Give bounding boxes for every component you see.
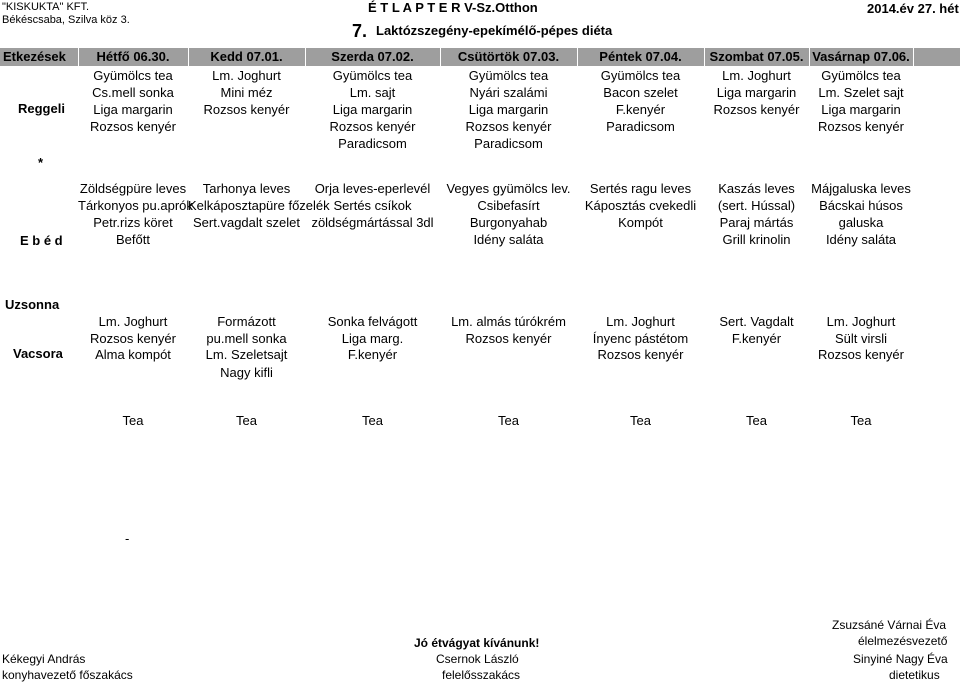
vacsora-cell xyxy=(78,364,188,382)
vacsora-cell: Lm. Joghurt xyxy=(98,314,168,329)
reggeli-cell: Bacon szelet xyxy=(603,85,678,100)
vacsora-cell: Ínyenc pástétom xyxy=(592,331,689,346)
reggeli-cell: Liga margarin xyxy=(468,102,549,117)
ebed-cell xyxy=(305,231,440,249)
header-divider xyxy=(305,48,306,66)
vacsora-cell xyxy=(440,364,577,382)
tea-cell: Tea xyxy=(498,413,519,428)
ebed-cell: Paraj mártás xyxy=(719,215,794,230)
vacsora-cell: Lm. almás túrókrém xyxy=(451,314,566,329)
vacsora-cell: Lm. Szeletsajt xyxy=(205,347,288,362)
reggeli-cell: Cs.mell sonka xyxy=(92,85,174,100)
header-day-2: Kedd 07.01. xyxy=(210,49,283,64)
reggeli-cell: Rozsos kenyér xyxy=(203,102,290,117)
tea-cell: Tea xyxy=(236,413,257,428)
reggeli-cell xyxy=(78,135,188,153)
reggeli-cell: Paradicsom xyxy=(606,119,675,134)
ebed-cell: Befőtt xyxy=(116,232,150,247)
header-divider xyxy=(78,48,79,66)
reggeli-cell: Liga margarin xyxy=(821,102,901,117)
ebed-cell: Káposztás cvekedli xyxy=(584,198,697,213)
header-day-4: Csütörtök 07.03. xyxy=(457,49,560,64)
reggeli-cell: Mini méz xyxy=(220,85,273,100)
header-divider xyxy=(440,48,441,66)
vacsora-cell: Sert. Vagdalt xyxy=(719,314,794,329)
ebed-cell xyxy=(188,231,305,249)
footer-right-name2: Sinyiné Nagy Éva xyxy=(853,652,948,666)
vacsora-cell xyxy=(440,346,577,364)
ebed-cell: Orja leves-eperlevél xyxy=(314,181,431,196)
ebed-cell: Májgaluska leves xyxy=(811,181,911,196)
footer-mid-name: Csernok László xyxy=(436,652,519,666)
row-label-reggeli: Reggeli xyxy=(18,101,65,116)
footer-mid-role: felelősszakács xyxy=(442,668,521,682)
row-label-ebed: E b é d xyxy=(20,233,63,248)
header-divider xyxy=(704,48,705,66)
row-star: * xyxy=(38,155,44,170)
ebed-cell: Kelkáposztapüre főzelék xyxy=(188,198,330,213)
footer-left-name: Kékegyi András xyxy=(2,652,86,666)
header-divider xyxy=(809,48,810,66)
ebed-cell: Vegyes gyümölcs lev. xyxy=(446,181,571,196)
week-label: 2014.év 27. hét xyxy=(867,1,959,16)
ebed-cell: Petr.rizs köret xyxy=(93,215,173,230)
vacsora-cell xyxy=(704,364,809,382)
footer-left-role: konyhavezető főszakács xyxy=(2,668,133,682)
row-label-vacsora: Vacsora xyxy=(13,346,63,361)
tea-cell: Tea xyxy=(746,413,767,428)
header-divider xyxy=(913,48,914,66)
ebed-cell: Burgonyahab xyxy=(469,215,548,230)
vacsora-cell xyxy=(809,364,913,382)
ebed-cell: Zöldségpüre leves xyxy=(79,181,187,196)
reggeli-cell: Lm. sajt xyxy=(349,85,396,100)
vacsora-cell: Lm. Joghurt xyxy=(606,314,675,329)
reggeli-cell: Lm. Joghurt xyxy=(722,68,791,83)
reggeli-cell: Gyümölcs tea xyxy=(600,68,681,83)
ebed-cell: Tarhonya leves xyxy=(202,181,291,196)
tea-cell: Tea xyxy=(122,413,144,428)
header-divider xyxy=(577,48,578,66)
reggeli-cell: Gyümölcs tea xyxy=(821,68,901,83)
reggeli-cell: Liga margarin xyxy=(332,102,413,117)
reggeli-cell: Rozsos kenyér xyxy=(818,119,904,134)
reggeli-cell xyxy=(704,118,809,136)
ebed-cell: Idény saláta xyxy=(473,232,544,247)
vacsora-cell: Rozsos kenyér xyxy=(818,347,904,362)
ebed-cell xyxy=(577,231,704,249)
footer-right-role2: dietetikus xyxy=(889,668,940,682)
reggeli-cell: Rozsos kenyér xyxy=(90,119,176,134)
vacsora-cell: Formázott xyxy=(217,314,276,329)
tea-cell: Tea xyxy=(850,413,872,428)
ebed-cell: (sert. Hússal) xyxy=(717,198,796,213)
reggeli-cell: Gyümölcs tea xyxy=(93,68,173,83)
vacsora-cell: Liga marg. xyxy=(341,331,404,346)
vacsora-cell xyxy=(577,364,704,382)
company-address: Békéscsaba, Szilva köz 3. xyxy=(2,14,130,26)
vacsora-cell: Nagy kifli xyxy=(220,365,273,380)
header-day-5: Péntek 07.04. xyxy=(599,49,682,64)
vacsora-cell: Lm. Joghurt xyxy=(826,314,896,329)
reggeli-cell xyxy=(577,135,704,153)
vacsora-cell xyxy=(704,346,809,364)
ebed-cell: Tárkonyos pu.aprók xyxy=(78,198,193,213)
reggeli-cell: Gyümölcs tea xyxy=(332,68,413,83)
tea-cell: Tea xyxy=(362,413,383,428)
vacsora-cell xyxy=(305,364,440,382)
vacsora-cell: Sonka felvágott xyxy=(327,314,418,329)
reggeli-cell xyxy=(704,135,809,153)
footer-right-role1: élelmezésvezető xyxy=(858,634,948,648)
vacsora-cell: Sült virsli xyxy=(834,331,887,346)
diet-title: Laktózszegény-epekímélő-pépes diéta xyxy=(376,23,613,38)
header-day-1: Hétfő 06.30. xyxy=(96,49,170,64)
reggeli-cell xyxy=(188,118,305,136)
vacsora-cell: Alma kompót xyxy=(95,347,171,362)
tea-cell: Tea xyxy=(630,413,651,428)
ebed-cell: Sertés csíkok xyxy=(333,198,412,213)
vacsora-cell: Rozsos kenyér xyxy=(90,331,176,346)
ebed-cell: galuska xyxy=(838,215,884,230)
vacsora-cell: Rozsos kenyér xyxy=(597,347,684,362)
reggeli-cell: Lm. Joghurt xyxy=(212,68,281,83)
ebed-cell: Bácskai húsos xyxy=(819,198,903,213)
reggeli-cell: Paradicsom xyxy=(474,136,543,151)
header-day-6: Szombat 07.05. xyxy=(709,49,804,64)
reggeli-cell: Gyümölcs tea xyxy=(468,68,549,83)
company-name: "KISKUKTA" KFT. xyxy=(2,1,90,13)
ebed-cell: Sertés ragu leves xyxy=(589,181,692,196)
vacsora-cell: F.kenyér xyxy=(731,331,782,346)
reggeli-cell xyxy=(809,135,913,153)
vacsora-cell: F.kenyér xyxy=(347,347,398,362)
ebed-cell: Kaszás leves xyxy=(718,181,795,196)
reggeli-cell: F.kenyér xyxy=(615,102,666,117)
ebed-cell: Sert.vagdalt szelet xyxy=(193,215,300,230)
reggeli-cell: Rozsos kenyér xyxy=(329,119,416,134)
vacsora-cell: pu.mell sonka xyxy=(206,331,287,346)
header-divider xyxy=(188,48,189,66)
row-label-uzsonna: Uzsonna xyxy=(5,297,60,312)
page-title: É T L A P T E R V-Sz.Otthon xyxy=(368,0,538,15)
footer-right-name1: Zsuzsáné Várnai Éva xyxy=(832,618,947,632)
diet-number: 7. xyxy=(352,21,368,41)
reggeli-cell xyxy=(188,135,305,153)
reggeli-cell: Paradicsom xyxy=(338,136,407,151)
reggeli-cell: Lm. Szelet sajt xyxy=(818,85,904,100)
ebed-cell: Csibefasírt xyxy=(477,198,540,213)
dash-mark: - xyxy=(125,531,130,546)
reggeli-cell: Nyári szalámi xyxy=(469,85,548,100)
header-label: Etkezések xyxy=(3,49,66,64)
ebed-cell: Kompót xyxy=(618,215,663,230)
reggeli-cell: Rozsos kenyér xyxy=(713,102,800,117)
footer-wish: Jó étvágyat kívánunk! xyxy=(414,636,540,650)
header-day-7: Vasárnap 07.06. xyxy=(812,49,910,64)
ebed-cell: Idény saláta xyxy=(825,232,897,247)
reggeli-cell: Rozsos kenyér xyxy=(465,119,552,134)
ebed-cell: Grill krinolin xyxy=(722,232,791,247)
header-day-3: Szerda 07.02. xyxy=(331,49,414,64)
reggeli-cell: Liga margarin xyxy=(93,102,173,117)
vacsora-cell: Rozsos kenyér xyxy=(465,331,552,346)
reggeli-cell: Liga margarin xyxy=(716,85,797,100)
ebed-cell: zöldségmártással 3dl xyxy=(311,215,434,230)
